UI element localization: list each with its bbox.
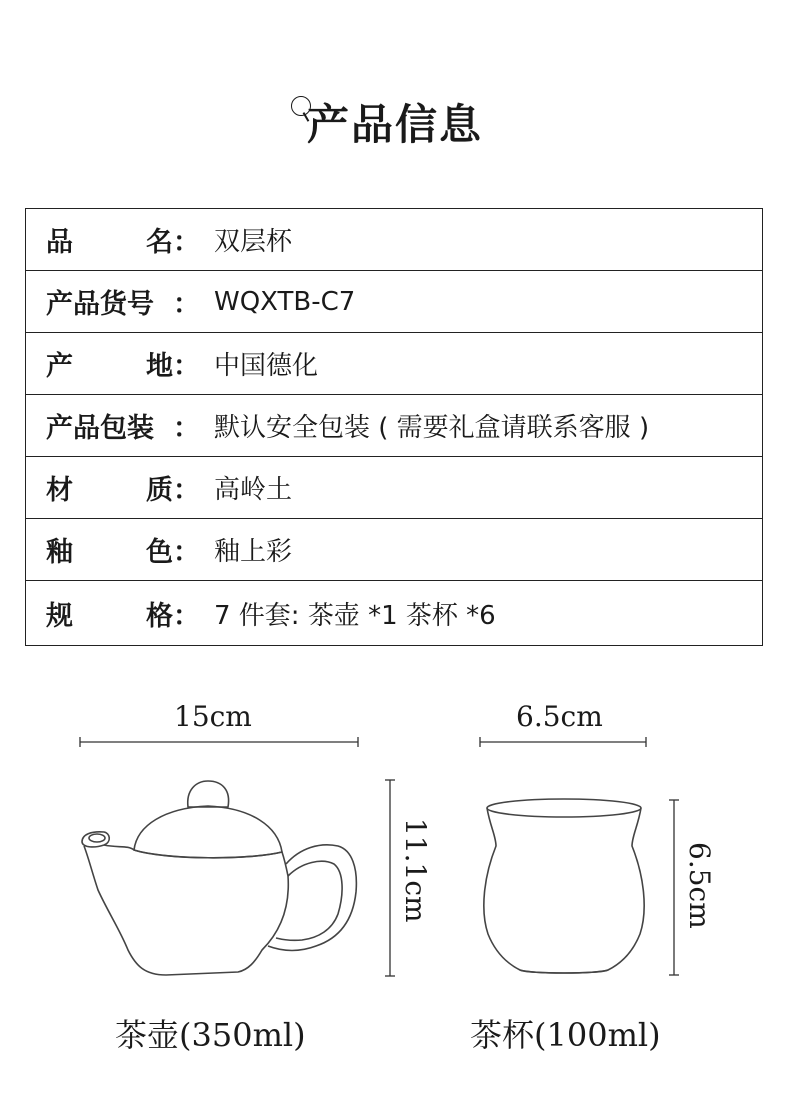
spec-label-b: 名 (146, 227, 173, 258)
spec-value: 高岭土 (214, 475, 293, 505)
spec-colon: ： (173, 351, 200, 382)
spec-colon: ： (173, 227, 200, 258)
cup-height-dimension (669, 800, 679, 975)
spec-label-a: 釉 (46, 537, 73, 568)
teapot-height-dimension (385, 780, 395, 976)
page-title-text: 产品信息 (306, 100, 483, 149)
spec-label-b: 质 (146, 475, 173, 506)
spec-value: WQXTB-C7 (214, 286, 356, 317)
cup-drawing (484, 799, 644, 973)
spec-label-b: 地 (146, 351, 173, 382)
spec-label-b: 色 (146, 537, 173, 568)
spec-label-a: 材 (46, 475, 73, 506)
cup-height-label: 6.5cm (683, 842, 716, 929)
spec-value: 双层杯 (214, 227, 293, 257)
teapot-caption: 茶壶(350ml) (115, 1016, 306, 1054)
spec-value: 中国德化 (214, 351, 319, 381)
teapot-width-dimension (80, 737, 358, 747)
cup-width-label: 6.5cm (516, 700, 603, 733)
spec-label-a: 品 (46, 227, 73, 258)
spec-label-a: 产品包装 (46, 413, 154, 444)
spec-label-a: 产品货号 (46, 289, 154, 320)
teapot-height-label: 11.1cm (399, 818, 432, 923)
spec-colon: ： (173, 537, 200, 568)
spec-label-a: 规 (46, 600, 73, 632)
spec-label-b: 格 (146, 600, 173, 632)
spec-label-a: 产 (46, 351, 73, 382)
spec-value: 默认安全包装 ( 需要礼盒请联系客服 ) (214, 413, 650, 443)
cup-width-dimension (480, 737, 646, 747)
teapot-width-label: 15cm (174, 700, 252, 733)
spec-value: 7 件套: 茶壶 *1 茶杯 *6 (214, 600, 496, 631)
teapot-drawing (82, 781, 356, 975)
cup-caption: 茶杯(100ml) (470, 1016, 661, 1054)
spec-value: 釉上彩 (214, 537, 293, 567)
spec-colon: ： (173, 289, 200, 320)
spec-colon: ： (173, 413, 200, 444)
spec-colon: ： (173, 600, 200, 632)
spec-colon: ： (173, 475, 200, 506)
